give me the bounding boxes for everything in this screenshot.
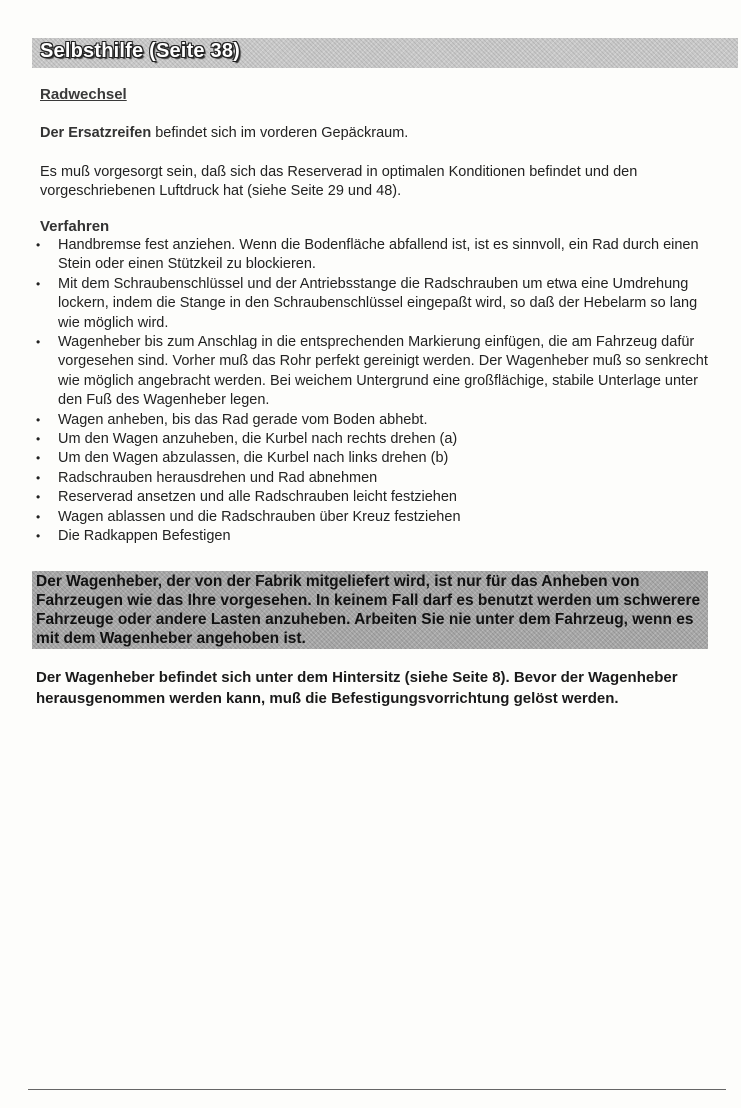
step-text: Handbremse fest anziehen. Wenn die Bodenfläche abfallend ist, ist es sinnvoll, ein Rad durch einen Stein oder einen Stützkeil zu blockieren. xyxy=(58,237,699,273)
procedure-step xyxy=(36,333,716,411)
procedure-step xyxy=(36,488,716,507)
bullet-icon: • xyxy=(36,238,41,252)
step-text: Um den Wagen anzuheben, die Kurbel nach rechts drehen (a) xyxy=(58,431,458,448)
bullet-icon: • xyxy=(36,276,41,291)
procedure-step xyxy=(36,236,716,275)
step-text: Wagenheber bis zum Anschlag in die entsprechenden Markierung einfügen, die am Fahrzeug dafür vorgesehen sind. Vorher muß das Rohr perfekt gereinigt werden. Der Wagenheber muß so senkrecht wie möglich angebracht werden. Bei weichem Untergrund eine großflächige, stabile Unterlage unter den Fuß des Wagenheber legen. xyxy=(58,334,708,409)
bullet-icon: • xyxy=(36,470,41,485)
procedure-step xyxy=(36,430,716,449)
jack-location-paragraph xyxy=(36,667,716,709)
step-text: Um den Wagen abzulassen, die Kurbel nach links drehen (b) xyxy=(58,450,449,467)
spare-tire-paragraph xyxy=(40,124,720,143)
bullet-icon: • xyxy=(36,432,41,447)
bullet-icon: • xyxy=(36,529,41,544)
procedure-heading: Verfahren xyxy=(40,218,110,235)
jack-location-text: befindet sich unter dem Hintersitz (siehe Seite 8). Bevor der Wagenheber herausgenommen werden kann, muß die Befestigungsvorrichtung gelöst werden. xyxy=(36,669,678,707)
procedure-list xyxy=(36,236,716,547)
procedure-step xyxy=(36,527,716,546)
footer-divider xyxy=(28,1089,726,1090)
procedure-step xyxy=(36,508,716,527)
step-text: Reserverad ansetzen und alle Radschrauben leicht festziehen xyxy=(58,489,457,506)
bullet-icon: • xyxy=(36,509,41,524)
bullet-icon: • xyxy=(36,490,41,505)
section-heading: Radwechsel xyxy=(40,86,127,103)
jack-location-lead: Der Wagenheber xyxy=(36,669,155,686)
warning-text: Der Wagenheber, der von der Fabrik mitgeliefert wird, ist nur für das Anheben von Fahrzeugen wie das Ihre vorgesehen. In keinem Fall darf es benutzt werden um schwerere Fahrzeuge oder andere Lasten anzuheben. Arbeiten Sie nie unter dem Fahrzeug, wenn es mit dem Wagenheber angehoben ist. xyxy=(36,573,701,647)
step-text: Die Radkappen Befestigen xyxy=(58,528,231,545)
step-text: Wagen ablassen und die Radschrauben über Kreuz festziehen xyxy=(58,508,461,525)
step-text: Mit dem Schraubenschlüssel und der Antriebsstange die Radschrauben um etwa eine Umdrehung lockern, indem die Stange in den Schraubenschlüssel eingepaßt wird, so daß der Hebelarm so lang wie möglich wird. xyxy=(58,275,698,331)
procedure-step xyxy=(36,411,716,430)
page-title: Selbsthilfe (Seite 38) xyxy=(40,40,241,62)
step-text: Radschrauben herausdrehen und Rad abnehmen xyxy=(58,469,378,486)
bullet-icon: • xyxy=(36,412,41,427)
procedure-step xyxy=(36,275,716,333)
step-text: Wagen anheben, bis das Rad gerade vom Boden abhebt. xyxy=(58,411,428,428)
bullet-icon: • xyxy=(36,335,41,350)
pressure-note: Es muß vorgesorgt sein, daß sich das Reserverad in optimalen Konditionen befindet und den vorgeschriebenen Luftdruck hat (siehe Seite 29 und 48). xyxy=(40,164,638,199)
procedure-step xyxy=(36,469,716,488)
spare-tire-text: befindet sich im vorderen Gepäckraum. xyxy=(151,125,409,141)
spare-tire-lead: Der Ersatzreifen xyxy=(40,125,152,141)
procedure-step xyxy=(36,449,716,468)
bullet-icon: • xyxy=(36,451,41,466)
